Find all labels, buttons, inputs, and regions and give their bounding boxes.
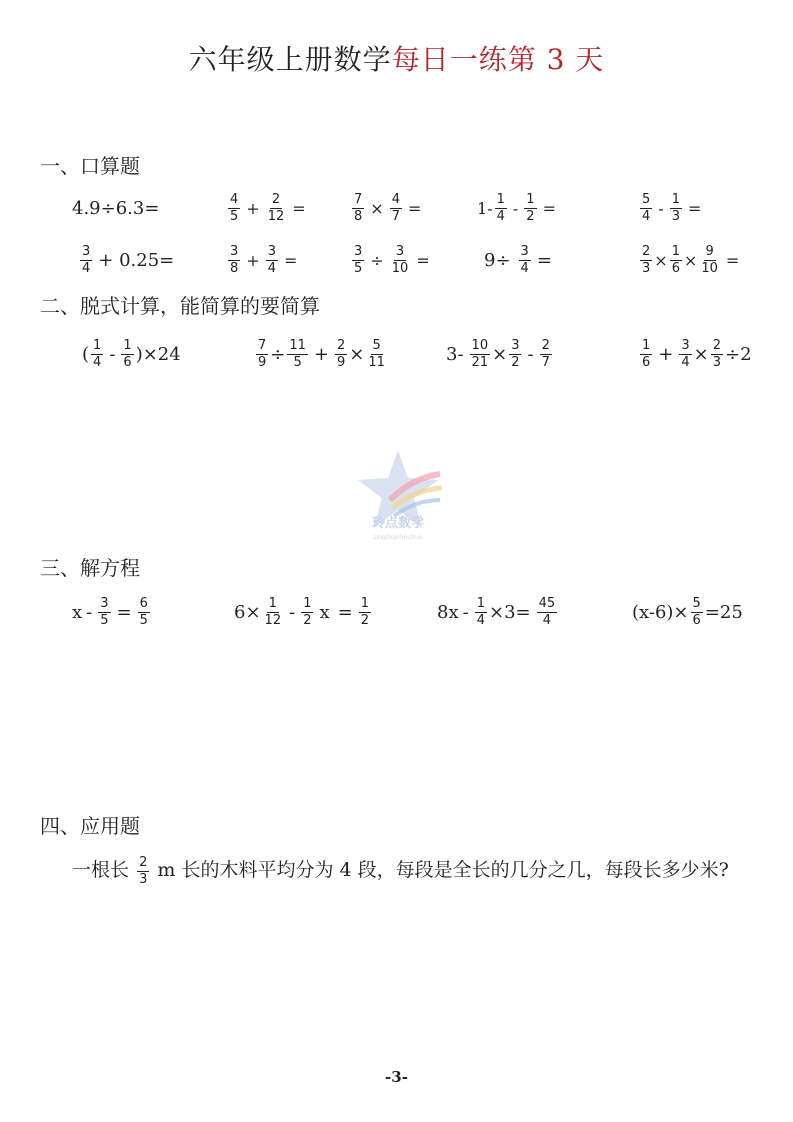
- denominator: 5: [230, 208, 239, 224]
- calc-b: [254, 332, 389, 376]
- equals: =: [292, 198, 306, 218]
- operator: ÷: [270, 343, 286, 365]
- numerator: 5: [372, 337, 381, 353]
- oral-r2-c: [350, 238, 434, 282]
- fraction: [266, 245, 278, 275]
- word-problem-text: [40, 848, 755, 892]
- fraction: [228, 245, 240, 275]
- operator: ÷: [370, 250, 384, 270]
- oral-r2-a: [78, 238, 178, 282]
- numerator: 5: [642, 191, 651, 207]
- numerator: 1: [496, 191, 505, 207]
- fraction: [228, 193, 240, 223]
- operator: ×: [370, 198, 384, 218]
- denominator: 4: [642, 208, 651, 224]
- fraction: [670, 245, 682, 275]
- numerator: 1: [268, 595, 277, 611]
- denominator: 11: [368, 354, 385, 370]
- numerator: 4: [391, 191, 400, 207]
- fraction: [475, 597, 487, 627]
- numerator: 1: [526, 191, 535, 207]
- numerator: 1: [123, 337, 132, 353]
- numerator: 2: [541, 337, 550, 353]
- numerator: 45: [538, 595, 556, 611]
- equals: =: [687, 198, 702, 218]
- numerator: 2: [337, 337, 346, 353]
- fraction: [691, 597, 703, 627]
- fraction: [263, 597, 284, 627]
- denominator: 2: [303, 612, 312, 628]
- fraction: [540, 339, 552, 369]
- fraction: [640, 339, 652, 369]
- denominator: 4: [82, 260, 91, 276]
- denominator: 6: [642, 354, 651, 370]
- fraction: [121, 339, 133, 369]
- denominator: 7: [541, 354, 550, 370]
- page-title: [0, 38, 793, 78]
- denominator: 3: [642, 260, 651, 276]
- equals: =: [416, 250, 430, 270]
- numerator: 3: [100, 595, 109, 611]
- fraction: [711, 339, 723, 369]
- numerator: 3: [230, 243, 239, 259]
- denominator: 21: [471, 354, 489, 370]
- fraction: [80, 245, 92, 275]
- denominator: 3: [712, 354, 722, 370]
- equals: =: [407, 198, 422, 218]
- denominator: 6: [123, 354, 132, 370]
- fraction: [287, 339, 308, 369]
- fraction: [640, 193, 652, 223]
- problem-text-start: 一根长: [72, 859, 130, 881]
- operator: +: [658, 343, 674, 365]
- oral-r1-a: [72, 186, 159, 230]
- numerator: 3: [267, 243, 276, 259]
- equals: =: [542, 198, 556, 218]
- operator: +: [246, 250, 260, 270]
- paren-open: (: [82, 343, 90, 365]
- equals: =: [536, 249, 552, 271]
- fraction: [640, 245, 652, 275]
- fraction: [98, 597, 110, 627]
- fraction: [524, 193, 536, 223]
- numerator: 3: [354, 243, 363, 259]
- numerator: 3: [681, 337, 690, 353]
- numerator: 1: [476, 595, 485, 611]
- expr-text: 8x: [437, 601, 459, 623]
- operator: +: [246, 198, 260, 218]
- denominator: 12: [267, 208, 285, 224]
- denominator: 5: [100, 612, 109, 628]
- operator: ×: [683, 250, 698, 270]
- denominator: 2: [526, 208, 535, 224]
- numerator: 2: [712, 337, 722, 353]
- fraction: [679, 339, 691, 369]
- title-part-grade: 六年级上册数学: [188, 43, 392, 76]
- numerator: 1: [360, 595, 369, 611]
- fraction: [366, 339, 387, 369]
- variable-text: x: [72, 601, 83, 623]
- numerator: 4: [230, 191, 239, 207]
- denominator: 5: [354, 260, 363, 276]
- denominator: 4: [520, 260, 529, 276]
- numerator: 1: [642, 337, 651, 353]
- denominator: 3: [139, 871, 148, 887]
- equation-b: [234, 590, 373, 634]
- denominator: 4: [496, 208, 505, 224]
- fraction: [359, 597, 371, 627]
- equation-a: [72, 590, 152, 634]
- expr-text: ÷2: [725, 343, 752, 365]
- section-word-problem-heading: 四、应用题: [40, 814, 140, 838]
- fraction: [470, 339, 491, 369]
- fraction: [256, 339, 268, 369]
- denominator: 4: [542, 612, 552, 628]
- watermark-tagline: LingDianShuXue: [373, 534, 423, 541]
- oral-r2-e: [638, 238, 743, 282]
- numerator: 6: [139, 595, 148, 611]
- operator: ×: [654, 250, 668, 270]
- denominator: 10: [701, 260, 718, 276]
- denominator: 5: [293, 354, 302, 370]
- fraction: [519, 245, 531, 275]
- section-oral-heading: 一、口算题: [40, 154, 140, 178]
- denominator: 10: [391, 260, 409, 276]
- denominator: 9: [337, 354, 346, 370]
- expr-text: + 0.25=: [98, 249, 175, 271]
- operator: -: [462, 601, 469, 623]
- equals: =: [725, 250, 740, 270]
- fraction: [137, 856, 149, 886]
- fraction: [509, 339, 521, 369]
- expr-text: ×3=: [488, 601, 531, 623]
- equals: =: [337, 601, 353, 623]
- fraction: [138, 597, 150, 627]
- denominator: 2: [360, 612, 369, 628]
- denominator: 4: [681, 354, 690, 370]
- operator: +: [313, 343, 330, 365]
- denominator: 3: [671, 208, 680, 224]
- denominator: 7: [391, 208, 400, 224]
- equation-c: [437, 590, 559, 634]
- operator: -: [658, 198, 664, 218]
- denominator: 9: [258, 354, 267, 370]
- expr-text: 4.9÷6.3=: [72, 197, 160, 219]
- operator: -: [109, 343, 116, 365]
- page-number: -3-: [385, 1068, 408, 1086]
- problem-text-rest: m 长的木料平均分为 4 段，每段是全长的几分之几，每段长多少米?: [157, 859, 729, 881]
- expr-text: 3-: [446, 343, 464, 365]
- fraction: [352, 193, 364, 223]
- expr-text: =25: [704, 601, 743, 623]
- numerator: 9: [705, 243, 714, 259]
- fraction: [266, 193, 287, 223]
- numerator: 11: [289, 337, 306, 353]
- section-equation-heading: 三、解方程: [40, 556, 140, 580]
- calc-d: [638, 332, 752, 376]
- oral-r2-d: [484, 238, 556, 282]
- denominator: 6: [692, 612, 701, 628]
- numerator: 5: [692, 595, 701, 611]
- title-part-daily: 每日一练第 3 天: [391, 43, 605, 76]
- oral-r1-e: [638, 186, 705, 230]
- denominator: 8: [230, 260, 239, 276]
- oral-r1-d: [477, 186, 560, 230]
- expr-text: 6×: [234, 601, 261, 623]
- numerator: 2: [642, 243, 651, 259]
- numerator: 3: [82, 243, 91, 259]
- numerator: 1: [93, 337, 102, 353]
- oral-r1-b: [226, 186, 310, 230]
- denominator: 8: [354, 208, 363, 224]
- expr-text: 1-: [477, 198, 493, 218]
- denominator: 5: [139, 612, 148, 628]
- equals: =: [116, 601, 132, 623]
- section-calc-heading: 二、脱式计算，能简算的要简算: [40, 294, 320, 318]
- numerator: 3: [395, 243, 405, 259]
- denominator: 4: [476, 612, 485, 628]
- calc-c: [446, 332, 554, 376]
- variable-text: x: [319, 601, 330, 623]
- denominator: 2: [511, 354, 520, 370]
- operator: -: [86, 601, 93, 623]
- equals: =: [283, 250, 298, 270]
- oral-r1-c: [350, 186, 425, 230]
- equation-d: [632, 590, 743, 634]
- fraction: [537, 597, 558, 627]
- calc-a: [82, 332, 181, 376]
- fraction: [390, 245, 411, 275]
- fraction: [670, 193, 682, 223]
- numerator: 1: [671, 243, 680, 259]
- fraction: [699, 245, 720, 275]
- operator: ×: [349, 343, 365, 365]
- operator: ×: [693, 343, 709, 365]
- watermark-logo: [352, 448, 444, 548]
- operator: -: [289, 601, 296, 623]
- fraction: [495, 193, 507, 223]
- fraction: [301, 597, 313, 627]
- expr-text: 9÷: [484, 249, 511, 271]
- watermark-brand: 玲点数学: [371, 516, 424, 531]
- fraction: [335, 339, 347, 369]
- star-logo-icon: [352, 448, 444, 548]
- expr-text: (x-6)×: [632, 601, 689, 623]
- denominator: 6: [671, 260, 680, 276]
- oral-r2-b: [226, 238, 301, 282]
- operator: ×: [492, 343, 508, 365]
- fraction: [352, 245, 364, 275]
- numerator: 2: [271, 191, 281, 207]
- numerator: 2: [139, 854, 148, 870]
- numerator: 1: [671, 191, 680, 207]
- operator: -: [512, 198, 519, 218]
- numerator: 10: [471, 337, 489, 353]
- fraction: [390, 193, 402, 223]
- denominator: 4: [267, 260, 276, 276]
- numerator: 3: [520, 243, 529, 259]
- denominator: 12: [264, 612, 282, 628]
- numerator: 7: [354, 191, 363, 207]
- numerator: 7: [258, 337, 267, 353]
- numerator: 3: [511, 337, 520, 353]
- operator: -: [527, 343, 534, 365]
- numerator: 1: [303, 595, 312, 611]
- expr-text: )×24: [135, 343, 181, 365]
- fraction: [91, 339, 103, 369]
- denominator: 4: [93, 354, 102, 370]
